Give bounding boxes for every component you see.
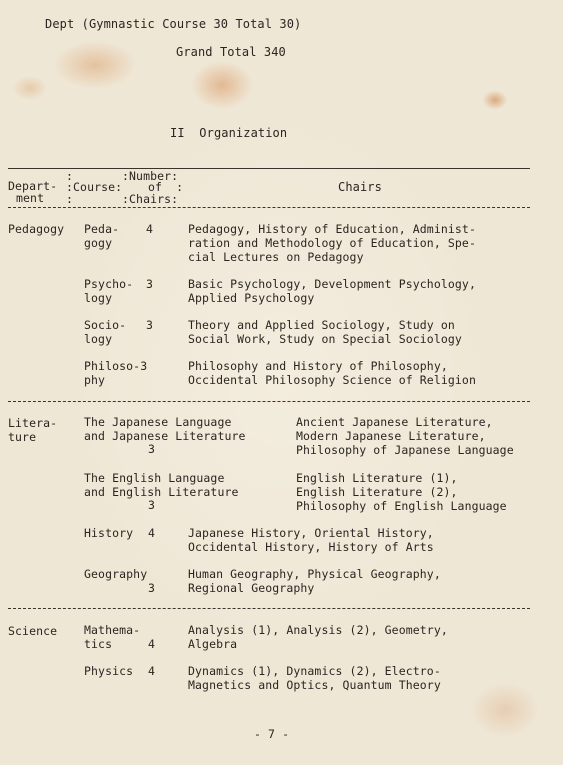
section-title: II Organization: [170, 126, 288, 140]
dept-science: Science: [8, 624, 58, 638]
num-english: 3: [148, 498, 156, 512]
num-history: 4: [148, 526, 156, 540]
course-mathematics: Mathema- tics: [84, 623, 141, 651]
course-physics: Physics: [84, 664, 134, 678]
header-dept-line: Dept (Gymnastic Course 30 Total 30): [45, 17, 302, 31]
chairs-pedagogy: Pedagogy, History of Education, Administ- ration and Methodology of Education, Spe- cial Lectures on Pedagogy: [188, 222, 476, 264]
dept-literature: Litera- ture: [8, 416, 58, 444]
course-sociology: Socio- logy: [84, 318, 127, 346]
grand-total: Grand Total 340: [176, 45, 286, 59]
header-chairs-count: :Chairs:: [122, 192, 179, 206]
table-top-rule: [8, 168, 530, 169]
header-course: :Course:: [66, 180, 123, 194]
chairs-japanese: Ancient Japanese Literature, Modern Japanese Literature, Philosophy of Japanese Language: [296, 415, 514, 457]
literature-rule: [8, 608, 530, 609]
num-japanese: 3: [148, 442, 156, 456]
course-pedagogy: Peda- gogy: [84, 222, 120, 250]
header-department: Depart-: [8, 179, 58, 193]
chairs-philosophy: Philosophy and History of Philosophy, Occidental Philosophy Science of Religion: [188, 359, 476, 387]
chairs-mathematics: Analysis (1), Analysis (2), Geometry, Algebra: [188, 623, 448, 651]
course-philosophy: Philoso-3 phy: [84, 359, 148, 387]
header-chairs: Chairs: [338, 180, 382, 194]
num-physics: 4: [148, 664, 156, 678]
chairs-geography: Human Geography, Physical Geography, Regional Geography: [188, 567, 441, 595]
num-mathematics: 4: [148, 637, 156, 651]
header-of: of :: [148, 180, 184, 194]
pedagogy-rule: [8, 401, 530, 402]
chairs-history: Japanese History, Oriental History, Occidental History, History of Arts: [188, 526, 434, 554]
chairs-psychology: Basic Psychology, Development Psychology, Applied Psychology: [188, 277, 476, 305]
chairs-physics: Dynamics (1), Dynamics (2), Electro- Magnetics and Optics, Quantum Theory: [188, 664, 441, 692]
header-department-2: ment: [16, 191, 45, 205]
page-number: - 7 -: [254, 727, 290, 741]
num-geography: 3: [148, 581, 156, 595]
dept-pedagogy: Pedagogy: [8, 222, 65, 236]
course-psychology: Psycho- logy: [84, 277, 134, 305]
num-sociology: 3: [146, 318, 154, 332]
course-japanese: The Japanese Language and Japanese Literature: [84, 415, 246, 443]
course-geography: Geography: [84, 567, 148, 581]
course-english: The English Language and English Literature: [84, 471, 239, 499]
course-history: History: [84, 526, 134, 540]
num-pedagogy: 4: [146, 222, 154, 236]
chairs-english: English Literature (1), English Literature (2), Philosophy of English Language: [296, 471, 507, 513]
num-psychology: 3: [146, 277, 154, 291]
header-col1-colon: :: [66, 169, 74, 183]
chairs-sociology: Theory and Applied Sociology, Study on Social Work, Study on Special Sociology: [188, 318, 462, 346]
header-bottom-rule: [8, 207, 530, 208]
header-course-colon: :: [66, 192, 74, 206]
header-number: :Number:: [122, 169, 179, 183]
